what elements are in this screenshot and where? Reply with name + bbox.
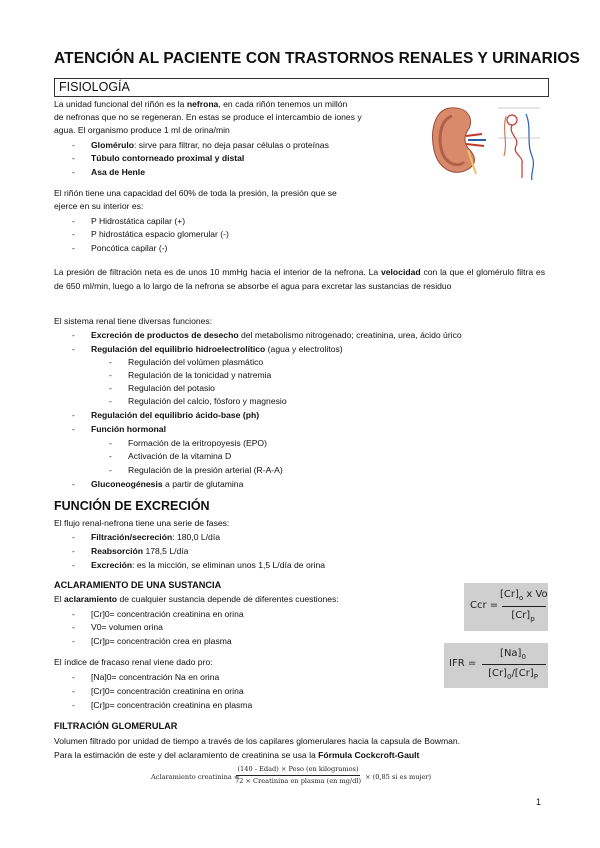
page-number: 1	[536, 797, 542, 807]
sublist-dash: -	[109, 370, 112, 380]
list-dash: -	[72, 424, 75, 434]
ccr-formula: Ccr = $[Cr]_o$ x Vo $[Cr]_p$	[464, 583, 548, 631]
phase-reabsorcion: Reabsorción 178,5 L/día	[91, 546, 189, 556]
sub-item: Regulación de la tonicidad y natremia	[128, 370, 272, 380]
cockcroft-gault-term: Fórmula Cockcroft-Gault	[318, 750, 420, 760]
sub-item: Regulación del potasio	[128, 383, 215, 393]
list-dash: -	[72, 560, 75, 570]
section-heading-fisiologia: FISIOLOGÍA	[54, 78, 549, 97]
sublist-dash: -	[109, 451, 112, 461]
heading-aclaramiento: ACLARAMIENTO DE UNA SUSTANCIA	[54, 580, 222, 590]
clearance-var: [Cr]0= concentración creatinina en orina	[91, 609, 244, 619]
gfr-line-1: Volumen filtrado por unidad de tiempo a través de los capilares glomerulares hacia la capsula de Bowman.	[54, 736, 461, 746]
list-item-pressure: P Hidrostática capilar (+)	[91, 216, 186, 226]
function-hormonal: Función hormonal	[91, 424, 166, 434]
function-excrecion: Excreción de productos de desecho del metabolismo nitrogenado; creatinina, urea, ácido úrico	[91, 330, 462, 340]
list-dash: -	[72, 229, 75, 239]
list-dash: -	[72, 153, 75, 163]
list-item-pressure: P hidrostática espacio glomerular (-)	[91, 229, 229, 239]
list-dash: -	[72, 479, 75, 489]
sublist-dash: -	[109, 396, 112, 406]
intro-line-2: de nefronas que no se regeneran. En estas se produce el intercambio de iones y	[54, 112, 362, 122]
list-item-glomerulo: Glomérulo: sirve para filtrar, no deja pasar células o proteínas	[91, 140, 329, 150]
list-dash: -	[72, 700, 75, 710]
ifr-formula: IFR = $[Na]_0$ $[Cr]_0/[Cr]_P$	[444, 643, 548, 688]
ifr-var: [Cr]0= concentración creatinina en orina	[91, 686, 244, 696]
heading-funcion-excrecion: FUNCIÓN DE EXCRECIÓN	[54, 499, 210, 513]
list-dash: -	[72, 532, 75, 542]
clearance-var: [Cr]p= concentración crea en plasma	[91, 636, 232, 646]
list-dash: -	[72, 167, 75, 177]
sub-item: Activación de la vitamina D	[128, 451, 232, 461]
pressure-line-2: ejerce en su interior es:	[54, 201, 144, 211]
cockcroft-gault-formula: Aclaramiento creatinina = (140 - Edad) × Peso (en kilogramos) 72 × Creatinina en plasma (en mg/dl) × (0,85 si es mujer)	[151, 765, 432, 785]
list-item-tubulo: Túbulo contorneado proximal y distal	[91, 153, 245, 163]
pressure-line-1: El riñón tiene una capacidad del 60% de toda la presión, la presión que se	[54, 188, 337, 198]
sub-item: Regulación de la presión arterial (R-A-A)	[128, 465, 283, 475]
list-dash: -	[72, 686, 75, 696]
list-dash: -	[72, 243, 75, 253]
list-item-asa-henle: Asa de Henle	[91, 167, 145, 177]
list-dash: -	[72, 609, 75, 619]
list-dash: -	[72, 636, 75, 646]
ifr-var: [Na]0= concentración Na en orina	[91, 672, 220, 682]
phase-excrecion: Excreción: es la micción, se eliminan unos 1,5 L/día de orina	[91, 560, 326, 570]
excretion-intro: El flujo renal-nefrona tiene una serie de fases:	[54, 518, 230, 528]
functions-intro: El sistema renal tiene diversas funciones:	[54, 316, 213, 326]
list-dash: -	[72, 330, 75, 340]
kidney-nephron-illustration	[428, 98, 548, 184]
list-dash: -	[72, 672, 75, 682]
list-dash: -	[72, 216, 75, 226]
filtration-paragraph: La presión de filtración neta es de unos 10 mmHg hacia el interior de la nefrona. La velocidad con la que el glomérulo filtra es de 650 ml/min, luego a lo largo de la nefrona se absorbe el agua para excretar las sustancias de residuo	[54, 267, 545, 291]
document-title: ATENCIÓN AL PACIENTE CON TRASTORNOS RENALES Y URINARIOS	[54, 50, 580, 67]
gfr-line-2: Para la estimación de este y del aclaramiento de creatinina se usa la Fórmula Cockcroft-Gault	[54, 750, 420, 760]
nefrona-term: nefrona	[186, 99, 219, 109]
sublist-dash: -	[109, 465, 112, 475]
function-hidroelectrolitico: Regulación del equilibrio hidroelectrolítico (agua y electrolitos)	[91, 344, 343, 354]
heading-filtracion-glomerular: FILTRACIÓN GLOMERULAR	[54, 721, 178, 731]
sub-item: Regulación del calcio, fósforo y magnesio	[128, 396, 287, 406]
intro-line-3: agua. El organismo produce 1 ml de orina/min	[54, 125, 230, 135]
list-dash: -	[72, 344, 75, 354]
sub-item: Regulación del volúmen plasmático	[128, 357, 264, 367]
sub-item: Formación de la eritropoyesis (EPO)	[128, 438, 267, 448]
list-dash: -	[72, 622, 75, 632]
function-gluconeogenesis: Gluconeogénesis a partir de glutamina	[91, 479, 244, 489]
sublist-dash: -	[109, 383, 112, 393]
phase-filtracion: Filtración/secreción: 180,0 L/día	[91, 532, 220, 542]
ifr-var: [Cr]p= concentración creatinina en plasma	[91, 700, 253, 710]
sublist-dash: -	[109, 438, 112, 448]
function-acido-base: Regulación del equilibrio ácido-base (ph)	[91, 410, 260, 420]
clearance-var: V0= volumen orina	[91, 622, 163, 632]
list-dash: -	[72, 140, 75, 150]
list-item-pressure: Poncótica capilar (-)	[91, 243, 168, 253]
clearance-intro: El aclaramiento de cualquier sustancia depende de diferentes cuestiones:	[54, 594, 339, 604]
sublist-dash: -	[109, 357, 112, 367]
intro-line-1: La unidad funcional del riñón es la nefrona, en cada riñón tenemos un millón	[54, 99, 348, 109]
list-dash: -	[72, 410, 75, 420]
list-dash: -	[72, 546, 75, 556]
ifr-intro: El índice de fracaso renal viene dado pro:	[54, 657, 213, 667]
